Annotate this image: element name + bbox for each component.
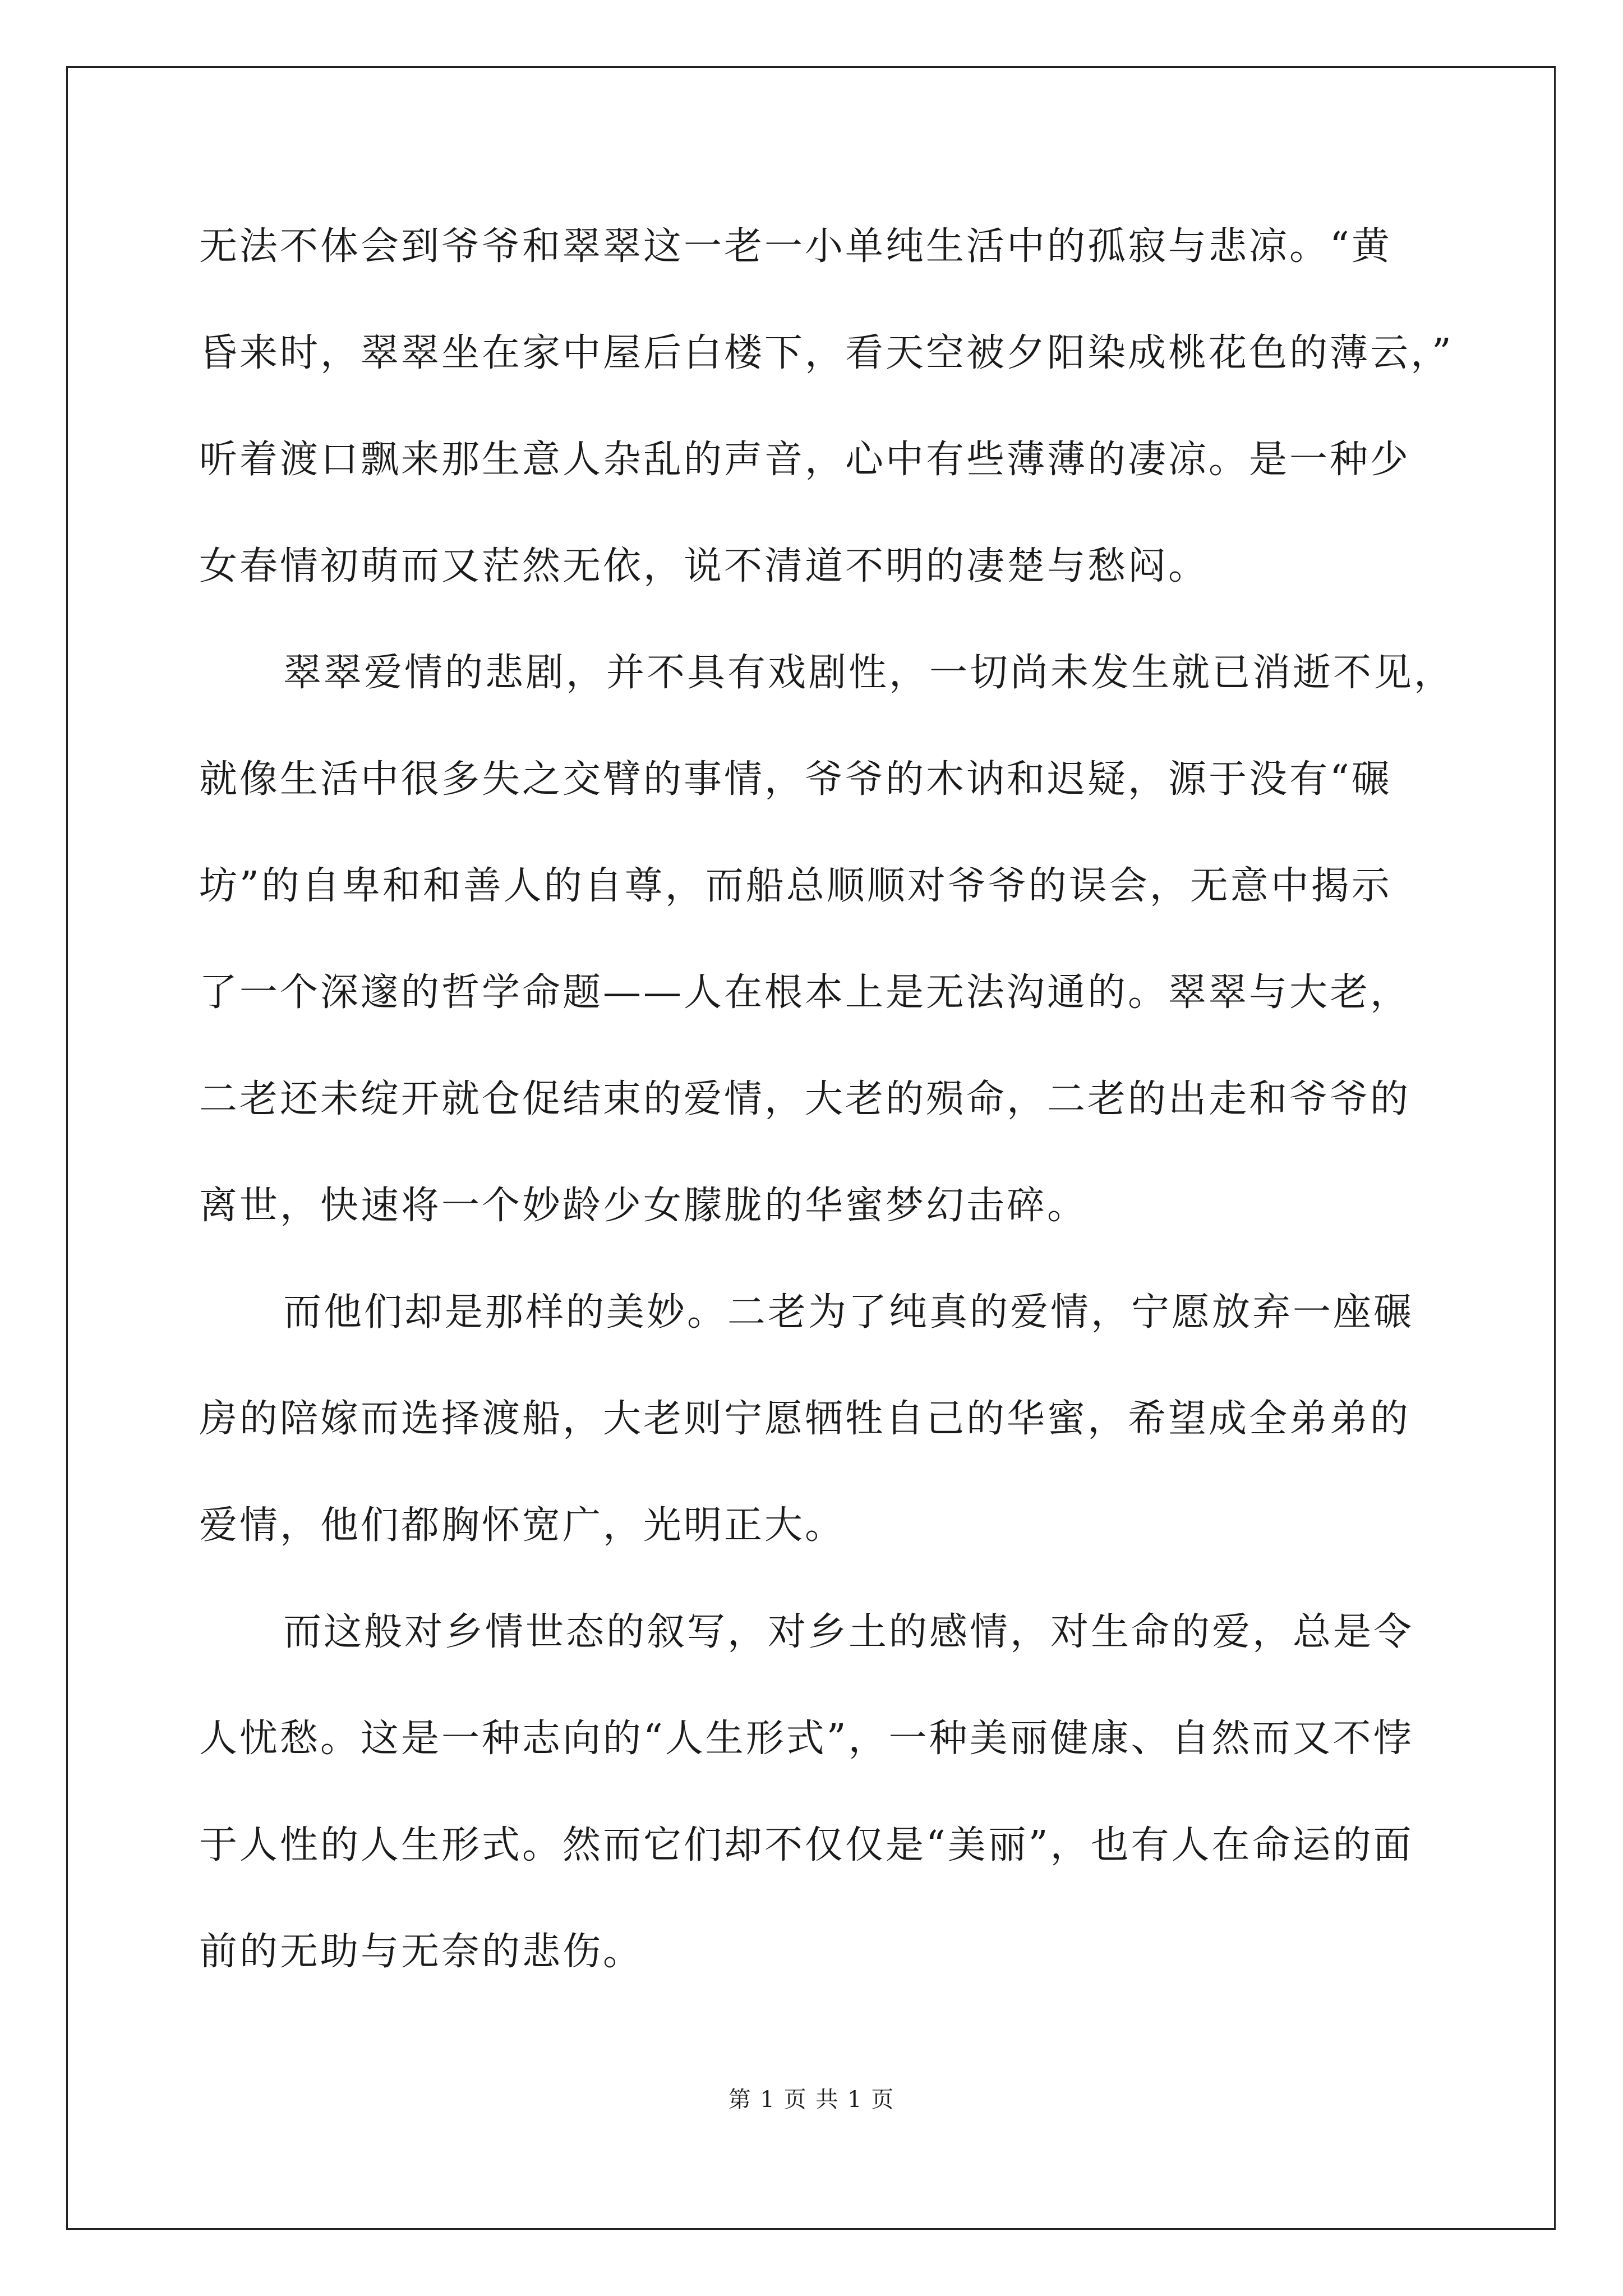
document-body: [199, 205, 1455, 2017]
text-line: 前的无助与无奈的悲伤。: [199, 1930, 644, 1974]
text-line: 无法不体会到爷爷和翠翠这一老一小单纯生活中的孤寂与悲凉。“黄: [199, 224, 1392, 269]
text-line: 昏来时，翠翠坐在家中屋后白楼下，看天空被夕阳染成桃花色的薄云，”: [199, 331, 1454, 375]
text-line: 了一个深邃的哲学命题——人在根本上是无法沟通的。翠翠与大老，: [199, 970, 1411, 1015]
text-line: 而他们却是那样的美妙。二老为了纯真的爱情，宁愿放弃一座碾: [283, 1290, 1414, 1335]
text-line: 女春情初萌而又茫然无依，说不清道不明的凄楚与愁闷。: [199, 544, 1209, 588]
text-line: 人忧愁。这是一种志向的“人生形式”，一种美丽健康、自然而又不悖: [199, 1717, 1414, 1761]
text-line: 离世，快速将一个妙龄少女朦胧的华蜜梦幻击碎。: [199, 1184, 1088, 1228]
page-footer: 第 1 页 共 1 页: [728, 2087, 895, 2113]
text-line: 二老还未绽开就仓促结束的爱情，大老的殒命，二老的出走和爷爷的: [199, 1077, 1411, 1121]
text-line: 而这般对乡情世态的叙写，对乡土的感情，对生命的爱，总是令: [283, 1610, 1414, 1654]
text-line: 坊”的自卑和和善人的自尊，而船总顺顺对爷爷的误会，无意中揭示: [199, 864, 1392, 908]
text-line: 房的陪嫁而选择渡船，大老则宁愿牺牲自己的华蜜，希望成全弟弟的: [199, 1397, 1411, 1441]
text-line: 就像生活中很多失之交臂的事情，爷爷的木讷和迟疑，源于没有“碾: [199, 757, 1392, 802]
text-line: 翠翠爱情的悲剧，并不具有戏剧性，一切尚未发生就已消逝不见，: [283, 651, 1455, 695]
text-line: 于人性的人生形式。然而它们却不仅仅是“美丽”，也有人在命运的面: [199, 1823, 1414, 1867]
text-line: 听着渡口飘来那生意人杂乱的声音，心中有些薄薄的凄凉。是一种少: [199, 438, 1411, 482]
text-line: 爱情，他们都胸怀宽广，光明正大。: [199, 1503, 846, 1548]
